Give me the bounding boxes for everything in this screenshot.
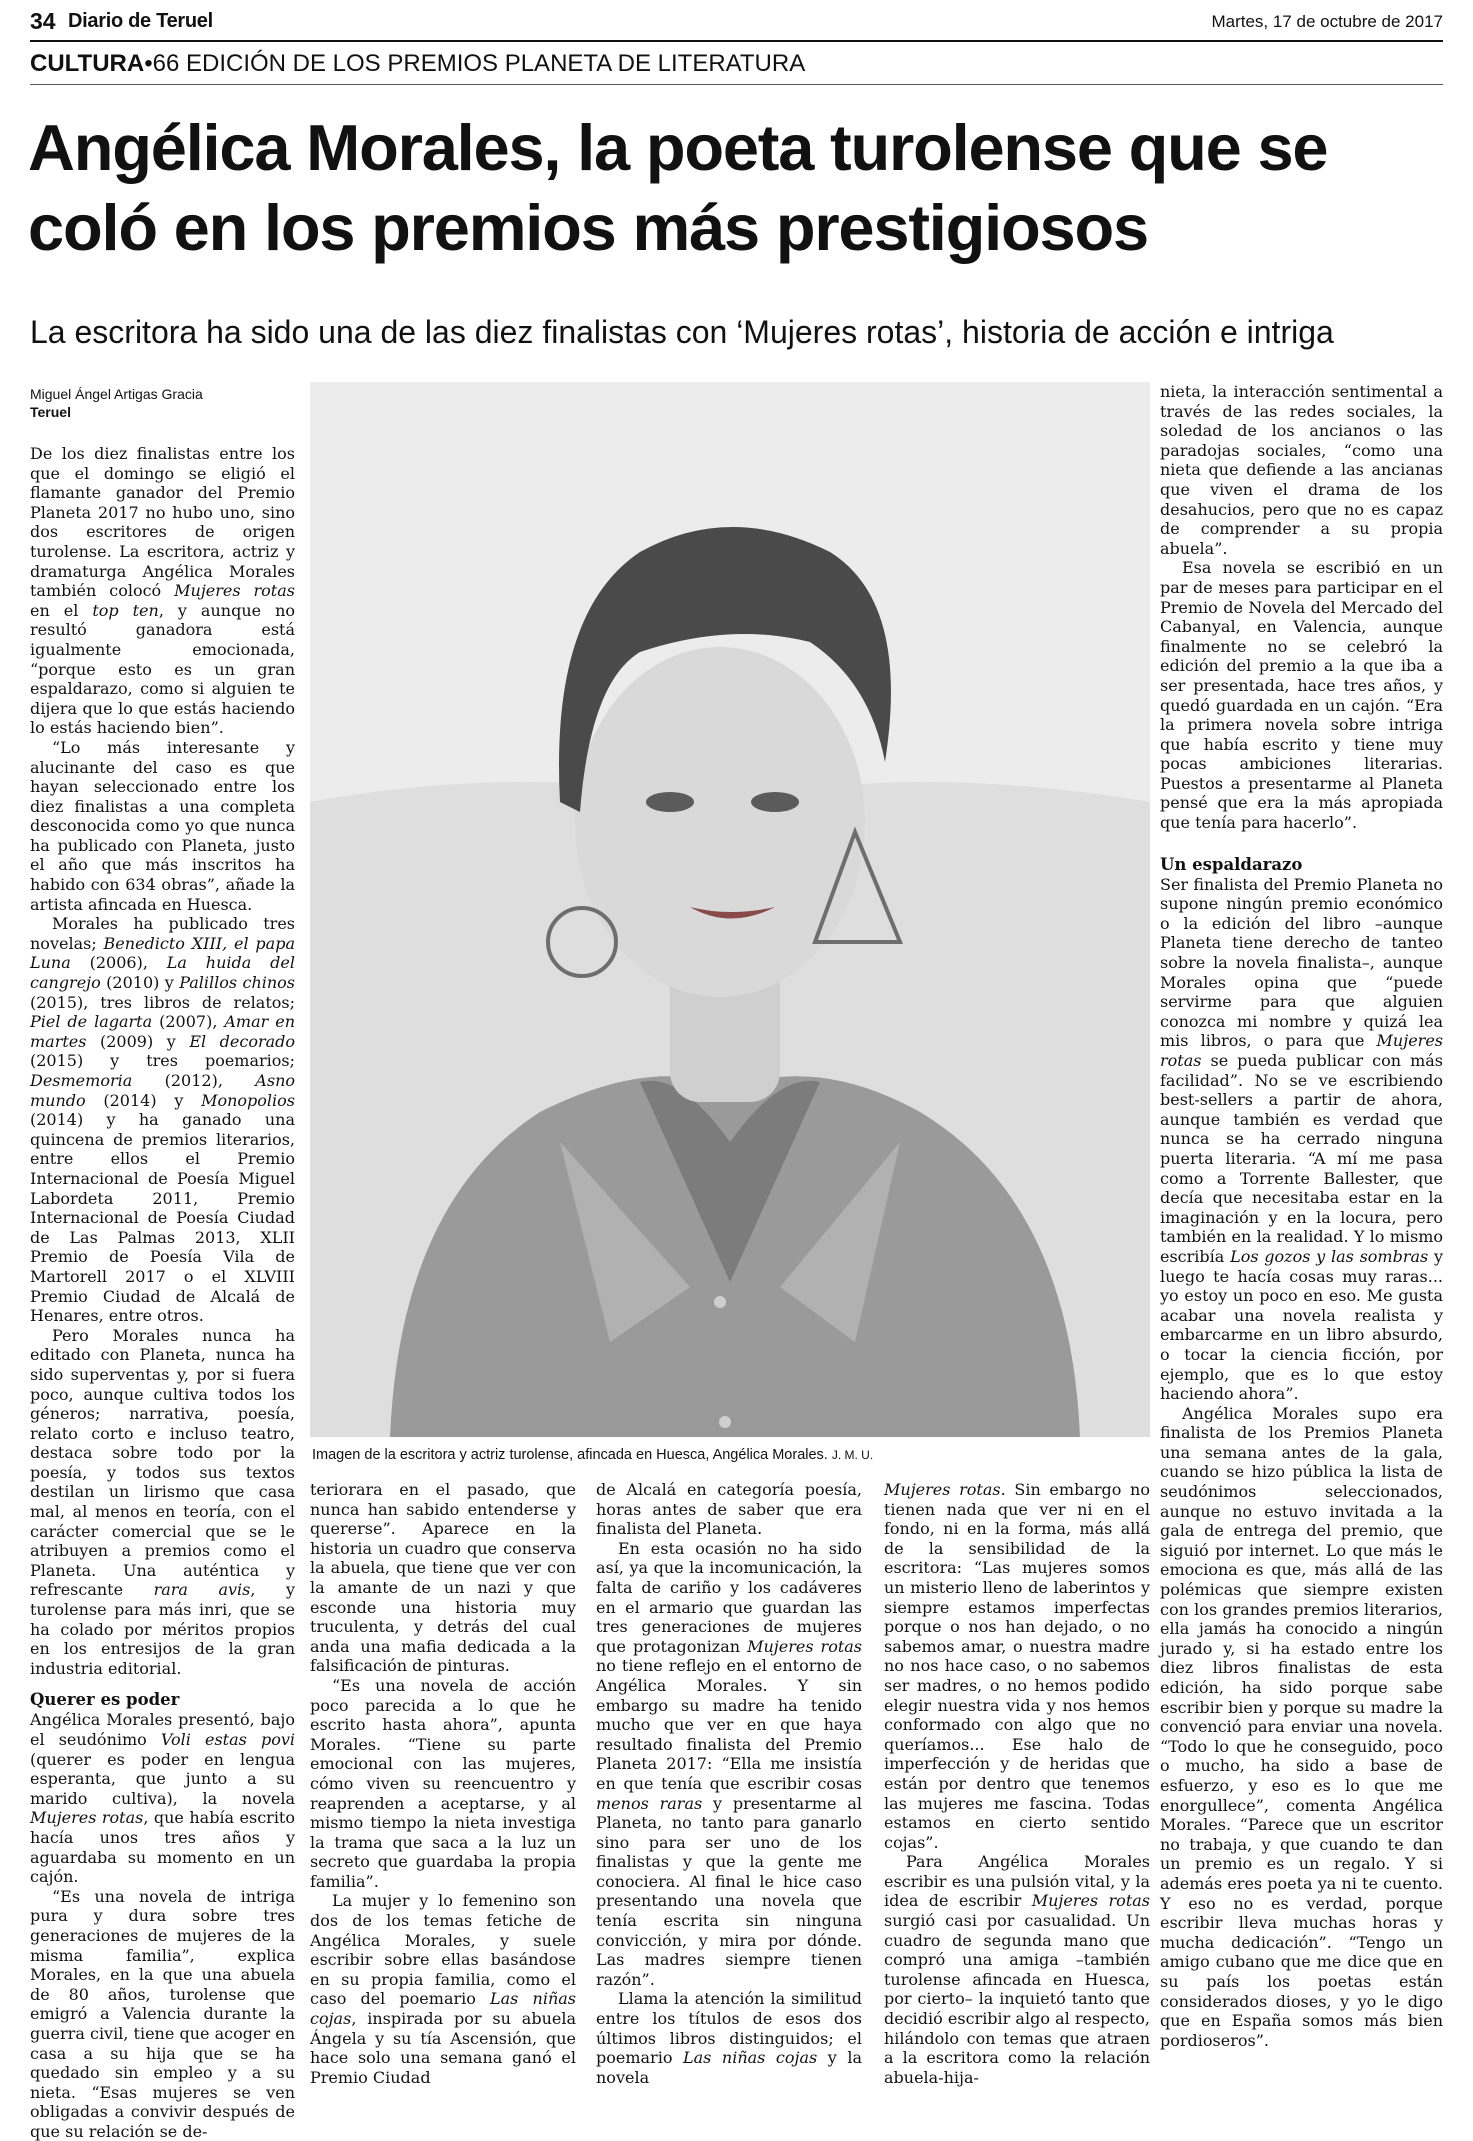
paragraph: Esa novela se escribió en un par de meses para participar en el Premio de Novela del Mercado del Cabanyal, en Valencia, aunque finalmente no se celebró la edición del premio a la que iba a ser presentada, hace tres años, y quedó guardada en un cajón. “Era la primera novela sobre intriga que había escrito y tiene muy pocas ambiciones literarias. Puestos a presentarme al Planeta pensé que era la más apropiada que tenía para hacerlo”. bbox=[1160, 558, 1443, 833]
paragraph: Llama la atención la similitud entre los títulos de esos dos últimos libros distinguidos; el poemario Las niñas cojas y la novela bbox=[596, 1989, 863, 2087]
page-number: 34 bbox=[30, 8, 56, 34]
subheading: Un espaldarazo bbox=[1160, 854, 1303, 874]
portrait-illustration bbox=[310, 382, 1150, 1437]
paragraph: Para Angélica Morales escribir es una pulsión vital, y la idea de escribir Mujeres rotas surgió casi por casualidad. Un cuadro de segunda mano que compró una amiga –también turolense afincada en Huesca, por cierto– la inquietó tanto que decidió escribir algo al respecto, hilándolo con temas que atraen a la escritora como la relación abuela-hija- bbox=[884, 1852, 1150, 2087]
byline-location: Teruel bbox=[30, 404, 71, 420]
photo-credit: J. M. U. bbox=[831, 1448, 874, 1462]
paragraph: de Alcalá en categoría poesía, horas antes de saber que era finalista del Planeta. bbox=[596, 1480, 862, 1539]
article-column-5 bbox=[1160, 382, 1443, 2050]
paragraph: En esta ocasión no ha sido así, ya que la incomunicación, la falta de cariño y los cadáveres en el armario que guardan las tres generaciones de mujeres que protagonizan Mujeres rotas no tiene reflejo en el entorno de Angélica Morales. Y sin embargo su madre ha tenido mucho que ver en que haya resultado finalista del Premio Planeta 2017: “Ella me insistía en que tenía que escribir cosas menos raras y presentarme al Planeta, no tanto para ganarlo sino para ser uno de los finalistas y que la gente me conociera. Al final le hice caso presentando una novela que tenía escrita sin ninguna convicción, y mira por dónde. Las madres siempre tienen razón”. bbox=[596, 1538, 863, 1989]
paragraph: “Es una novela de intriga pura y dura sobre tres generaciones de mujeres de la misma familia”, explica Morales, en la que una abuela de 80 años, turolense que emigró a Valencia durante la guerra civil, tiene que acoger en casa a su hija que se ha quedado sin empleo y a su nieta. “Esas mujeres se ven obligadas a convivir después de que su relación se de- bbox=[30, 1886, 295, 2141]
page-header bbox=[30, 8, 1443, 38]
subheading: Querer es poder bbox=[30, 1690, 180, 1710]
section-rule bbox=[30, 84, 1443, 85]
paragraph: “Es una novela de acción poco parecida a lo que he escrito hasta ahora”, apunta Morales. “Tiene su parte emocional con las mujeres, cómo viven su reencuentro y reaprenden a aceptarse, y al mismo tiempo la nieta investiga la trama que saca a la luz un secreto que guardaba la propia familia”. bbox=[310, 1675, 576, 1891]
article-column-2 bbox=[310, 1480, 576, 2087]
article-column-4 bbox=[884, 1480, 1150, 2087]
paragraph: nieta, la interacción sentimental a través de las redes sociales, la soledad de los ancianos o las paradojas sociales, “como una nieta que defiende a las ancianas que viven el drama de los desahucios, pero que no es capaz de comprender a su propia abuela”. bbox=[1160, 382, 1443, 558]
section-topic: 66 EDICIÓN DE LOS PREMIOS PLANETA DE LITERATURA bbox=[152, 50, 806, 77]
header-rule bbox=[30, 40, 1443, 42]
paragraph: teriorara en el pasado, que nunca han sabido entenderse y quererse”. Aparece en la historia un cuadro que conserva la abuela, que tiene que ver con la amante de un nazi y que esconde una historia muy truculenta, y detrás del cual anda una mafia dedicada a la falsificación de pinturas. bbox=[310, 1480, 576, 1676]
section-name: CULTURA bbox=[30, 50, 145, 77]
paragraph: Morales ha publicado tres novelas; Benedicto XIII, el papa Luna (2006), La huida del cangrejo (2010) y Palillos chinos (2015), tres libros de relatos; Piel de lagarta (2007), Amar en martes (2009) y El decorado (2015) y tres poemarios; Desmemoria (2012), Asno mundo (2014) y Monopolios (2014) y ha ganado una quincena de premios literarios, entre ellos el Premio Internacional de Poesía Miguel Labordeta 2011, Premio Internacional de Poesía Ciudad de Las Palmas 2013, XLII Premio de Poesía Vila de Martorell 2017 o el XLVIII Premio Ciudad de Alcalá de Henares, entre otros. bbox=[30, 914, 296, 1326]
paragraph: De los diez finalistas entre los que el domingo se eligió el flamante ganador del Premio Planeta 2017 no hubo uno, sino dos escritores de origen turolense. La escritora, actriz y dramaturga Angélica Morales también colocó Mujeres rotas en el top ten, y aunque no resultó ganadora está igualmente emocionada, “porque esto es un gran espaldarazo, como si alguien te dijera que lo que estás haciendo lo estás haciendo bien”. bbox=[30, 444, 296, 738]
caption-text: Imagen de la escritora y actriz turolense, afincada en Huesca, Angélica Morales. bbox=[312, 1447, 828, 1463]
byline bbox=[30, 385, 203, 421]
paragraph: “Lo más interesante y alucinante del caso es que hayan seleccionado entre los diez finalistas a una completa desconocida como yo que nunca ha publicado con Planeta, justo el año que más inscritos ha habido con 634 obras”, añade la artista afincada en Huesca. bbox=[30, 737, 295, 914]
photo-caption bbox=[312, 1446, 1152, 1464]
article-column-3 bbox=[596, 1480, 862, 2087]
author: Miguel Ángel Artigas Gracia bbox=[30, 386, 203, 402]
paragraph: Pero Morales nunca ha editado con Planeta, nunca ha sido superventas y, por si fuera poco, aunque cultiva todos los géneros; narrativa, poesía, relato corto e incluso teatro, destaca sobre todo por la poesía, y todos sus textos destilan un lirismo que casa mal, al menos en teoría, con el carácter comercial que se le atribuyen a premios como el Planeta. Una auténtica y refrescante rara avis, y turolense para más inri, que se ha colado por méritos propios en los entresijos de la gran industria editorial. bbox=[30, 1325, 296, 1678]
subheadline: La escritora ha sido una de las diez finalistas con ‘Mujeres rotas’, historia de acción e intriga bbox=[30, 314, 1334, 350]
paragraph: Mujeres rotas. Sin embargo no tienen nada que ver ni en el fondo, ni en la forma, más allá de la sensibilidad de la escritora: “Las mujeres somos un misterio lleno de laberintos y siempre estamos imperfectas porque o nos han dejado, o no sabemos amar, o nuestra madre no nos hace caso, o no sabemos ser madres, o no hemos podido elegir nuestra vida y nos hemos conformado con algo que no queríamos... Ese halo de imperfección y de heridas que están por dentro que tenemos las mujeres me fascina. Todas estamos en cierto sentido cojas”. bbox=[884, 1480, 1150, 1852]
paragraph: Ser finalista del Premio Planeta no supone ningún premio económico o la edición del libro –aunque Planeta tiene derecho de tanteo sobre la novela finalista–, aunque Morales opina que “puede servirme para que alguien conozca mi nombre y quizá lea mis libros, o para que Mujeres rotas se pueda publicar con más facilidad”. No se ve escribiendo best-sellers a partir de ahora, aunque también es verdad que nunca se ha cerrado ninguna puerta literaria. “A mí me pasa como a Torrente Ballester, que decía que necesitaba estar en la imaginación y en la locura, pero también en la realidad. Y lo mismo escribía Los gozos y las sombras y luego te hacía cosas muy raras... yo estoy un poco en eso. Me gusta acabar una novela realista y embarcarme en un libro absurdo, o tocar la ciencia ficción, por ejemplo, que es lo que estoy haciendo ahora”. bbox=[1160, 874, 1444, 1404]
author-photo bbox=[310, 382, 1150, 1437]
section-label bbox=[30, 50, 805, 78]
headline: Angélica Morales, la poeta turolense que se coló en los premios más prestigiosos bbox=[28, 111, 1328, 264]
paragraph: Angélica Morales supo era finalista de los Premios Planeta una semana antes de la gala, cuando se hizo pública la lista de seudónimos seleccionados, aunque no estuvo invitada a la gala de entrega del premio, que siguió por internet. Lo que más le emociona es que, más allá de las polémicas que siempre existen con los grandes premios literarios, ella jamás ha conocido a ningún jurado y, si ha estado entre los diez libros finalistas de esta edición, ha sido porque sabe escribir bien y porque su madre la convenció para enviar una novela. “Todo lo que he conseguido, poco o mucho, ha sido a base de esfuerzo, y eso es lo que me enorgullece”, comenta Angélica Morales. “Parece que un escritor no trabaja, y que cuando te dan un premio es un regalo. Y si además eres poeta ya ni te cuento. Y eso no es verdad, porque escribir lleva muchas horas y mucha dedicación”. “Tengo un amigo cubano que me dice que en su país los poetas están considerados dioses, y yo le digo que en España somos más bien pordioseros”. bbox=[1160, 1403, 1443, 2050]
paragraph: Angélica Morales presentó, bajo el seudónimo Voli estas povi (querer es poder en lengua esperanta, que junto a su marido cultiva), la novela Mujeres rotas, que había escrito hacía unos tres años y aguardaba su momento en un cajón. bbox=[30, 1710, 296, 1887]
article-column-1 bbox=[30, 444, 295, 2141]
paragraph: La mujer y lo femenino son dos de los temas fetiche de Angélica Morales, y suele escribir sobre ellas basándose en su propia familia, como el caso del poemario Las niñas cojas, inspirada por su abuela Ángela y su tía Ascensión, que hace solo una semana ganó el Premio Ciudad bbox=[310, 1891, 576, 2087]
section-separator: • bbox=[144, 50, 153, 77]
newspaper-name: Diario de Teruel bbox=[68, 10, 213, 32]
issue-date: Martes, 17 de octubre de 2017 bbox=[1211, 12, 1443, 31]
